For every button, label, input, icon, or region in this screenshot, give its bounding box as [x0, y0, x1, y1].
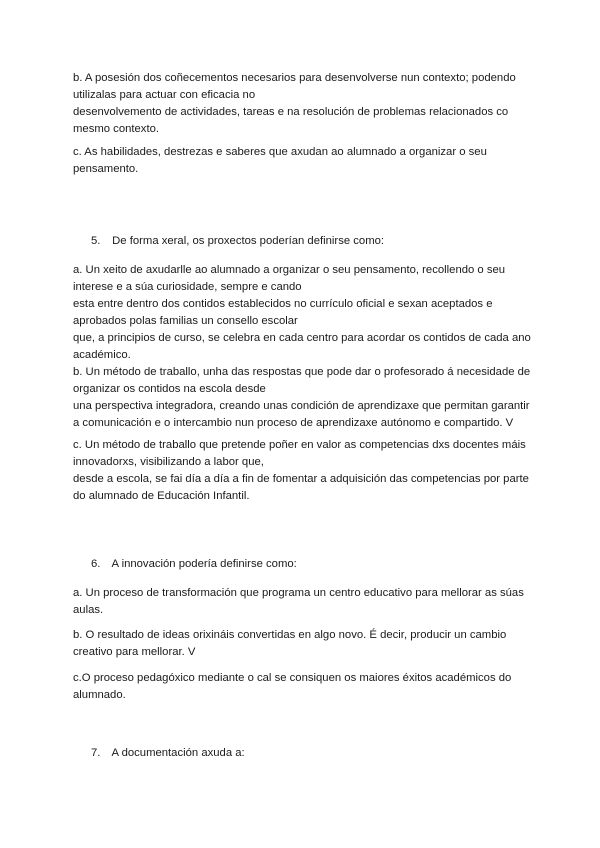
question-number: 6.	[91, 558, 101, 570]
text-line: desenvolvemento de actividades, tareas e na resolución de problemas relacionados co	[73, 106, 509, 118]
question-5	[91, 233, 384, 250]
text-line: a. Un xeito de axudarlle ao alumnado a organizar o seu pensamento, recollendo o seu	[73, 264, 506, 276]
option-4b	[73, 70, 533, 138]
text-line: mesmo contexto.	[73, 123, 160, 135]
text-line: a. Un proceso de transformación que programa un centro educativo para mellorar as súas	[73, 587, 524, 599]
question-7	[91, 745, 245, 762]
text-line: pensamento.	[73, 163, 139, 175]
text-line: desde a escola, se fai día a día a fin de fomentar a adquisición das competencias por parte	[73, 473, 529, 485]
text-line: c. Un método de traballo que pretende poñer en valor as competencias dxs docentes máis	[73, 439, 526, 451]
question-number: 7.	[91, 747, 101, 759]
text-line: interese e a súa curiosidade, sempre e cando	[73, 281, 302, 293]
text-line: b. A posesión dos coñecementos necesarios para desenvolverse nun contexto; podendo	[73, 72, 516, 84]
question-text: A innovación podería definirse como:	[111, 558, 297, 570]
option-6b	[73, 627, 533, 661]
text-line: esta entre dentro dos contidos establecidos no currículo oficial e sexan aceptados e	[73, 298, 493, 310]
text-line: b. O resultado de ideas orixináis convertidas en algo novo. É decir, producir un cambio	[73, 629, 507, 641]
option-5a	[73, 262, 533, 364]
option-6c	[73, 670, 533, 704]
text-line: utilizalas para actuar con eficacia no	[73, 89, 256, 101]
question-text: A documentación axuda a:	[111, 747, 245, 759]
option-5c	[73, 437, 533, 505]
question-number: 5.	[91, 235, 101, 247]
option-4c	[73, 144, 533, 178]
text-line: c.O proceso pedagóxico mediante o cal se consiquen os maiores éxitos académicos do	[73, 672, 512, 684]
text-line: creativo para mellorar. V	[73, 646, 196, 658]
text-line: do alumnado de Educación Infantil.	[73, 490, 250, 502]
text-line: que, a principios de curso, se celebra en cada centro para acordar os contidos de cada ano	[73, 332, 531, 344]
question-6	[91, 556, 297, 573]
text-line: a comunicación e o intercambio nun proceso de aprendizaxe autónomo e compartido. V	[73, 417, 514, 429]
question-text: De forma xeral, os proxectos poderían definirse como:	[112, 235, 385, 247]
text-line: organizar os contidos na escola desde	[73, 383, 266, 395]
text-line: c. As habilidades, destrezas e saberes que axudan ao alumnado a organizar o seu	[73, 146, 487, 158]
text-line: aulas.	[73, 604, 104, 616]
text-line: b. Un método de traballo, unha das respostas que pode dar o profesorado á necesidade de	[73, 366, 531, 378]
text-line: innovadorxs, visibilizando a labor que,	[73, 456, 264, 468]
text-line: una perspectiva integradora, creando unas condición de aprendizaxe que permitan garantir	[73, 400, 530, 412]
text-line: alumnado.	[73, 689, 126, 701]
text-line: aprobados polas familias un consello escolar	[73, 315, 298, 327]
option-5b	[73, 364, 533, 432]
text-line: académico.	[73, 349, 131, 361]
option-6a	[73, 585, 533, 619]
